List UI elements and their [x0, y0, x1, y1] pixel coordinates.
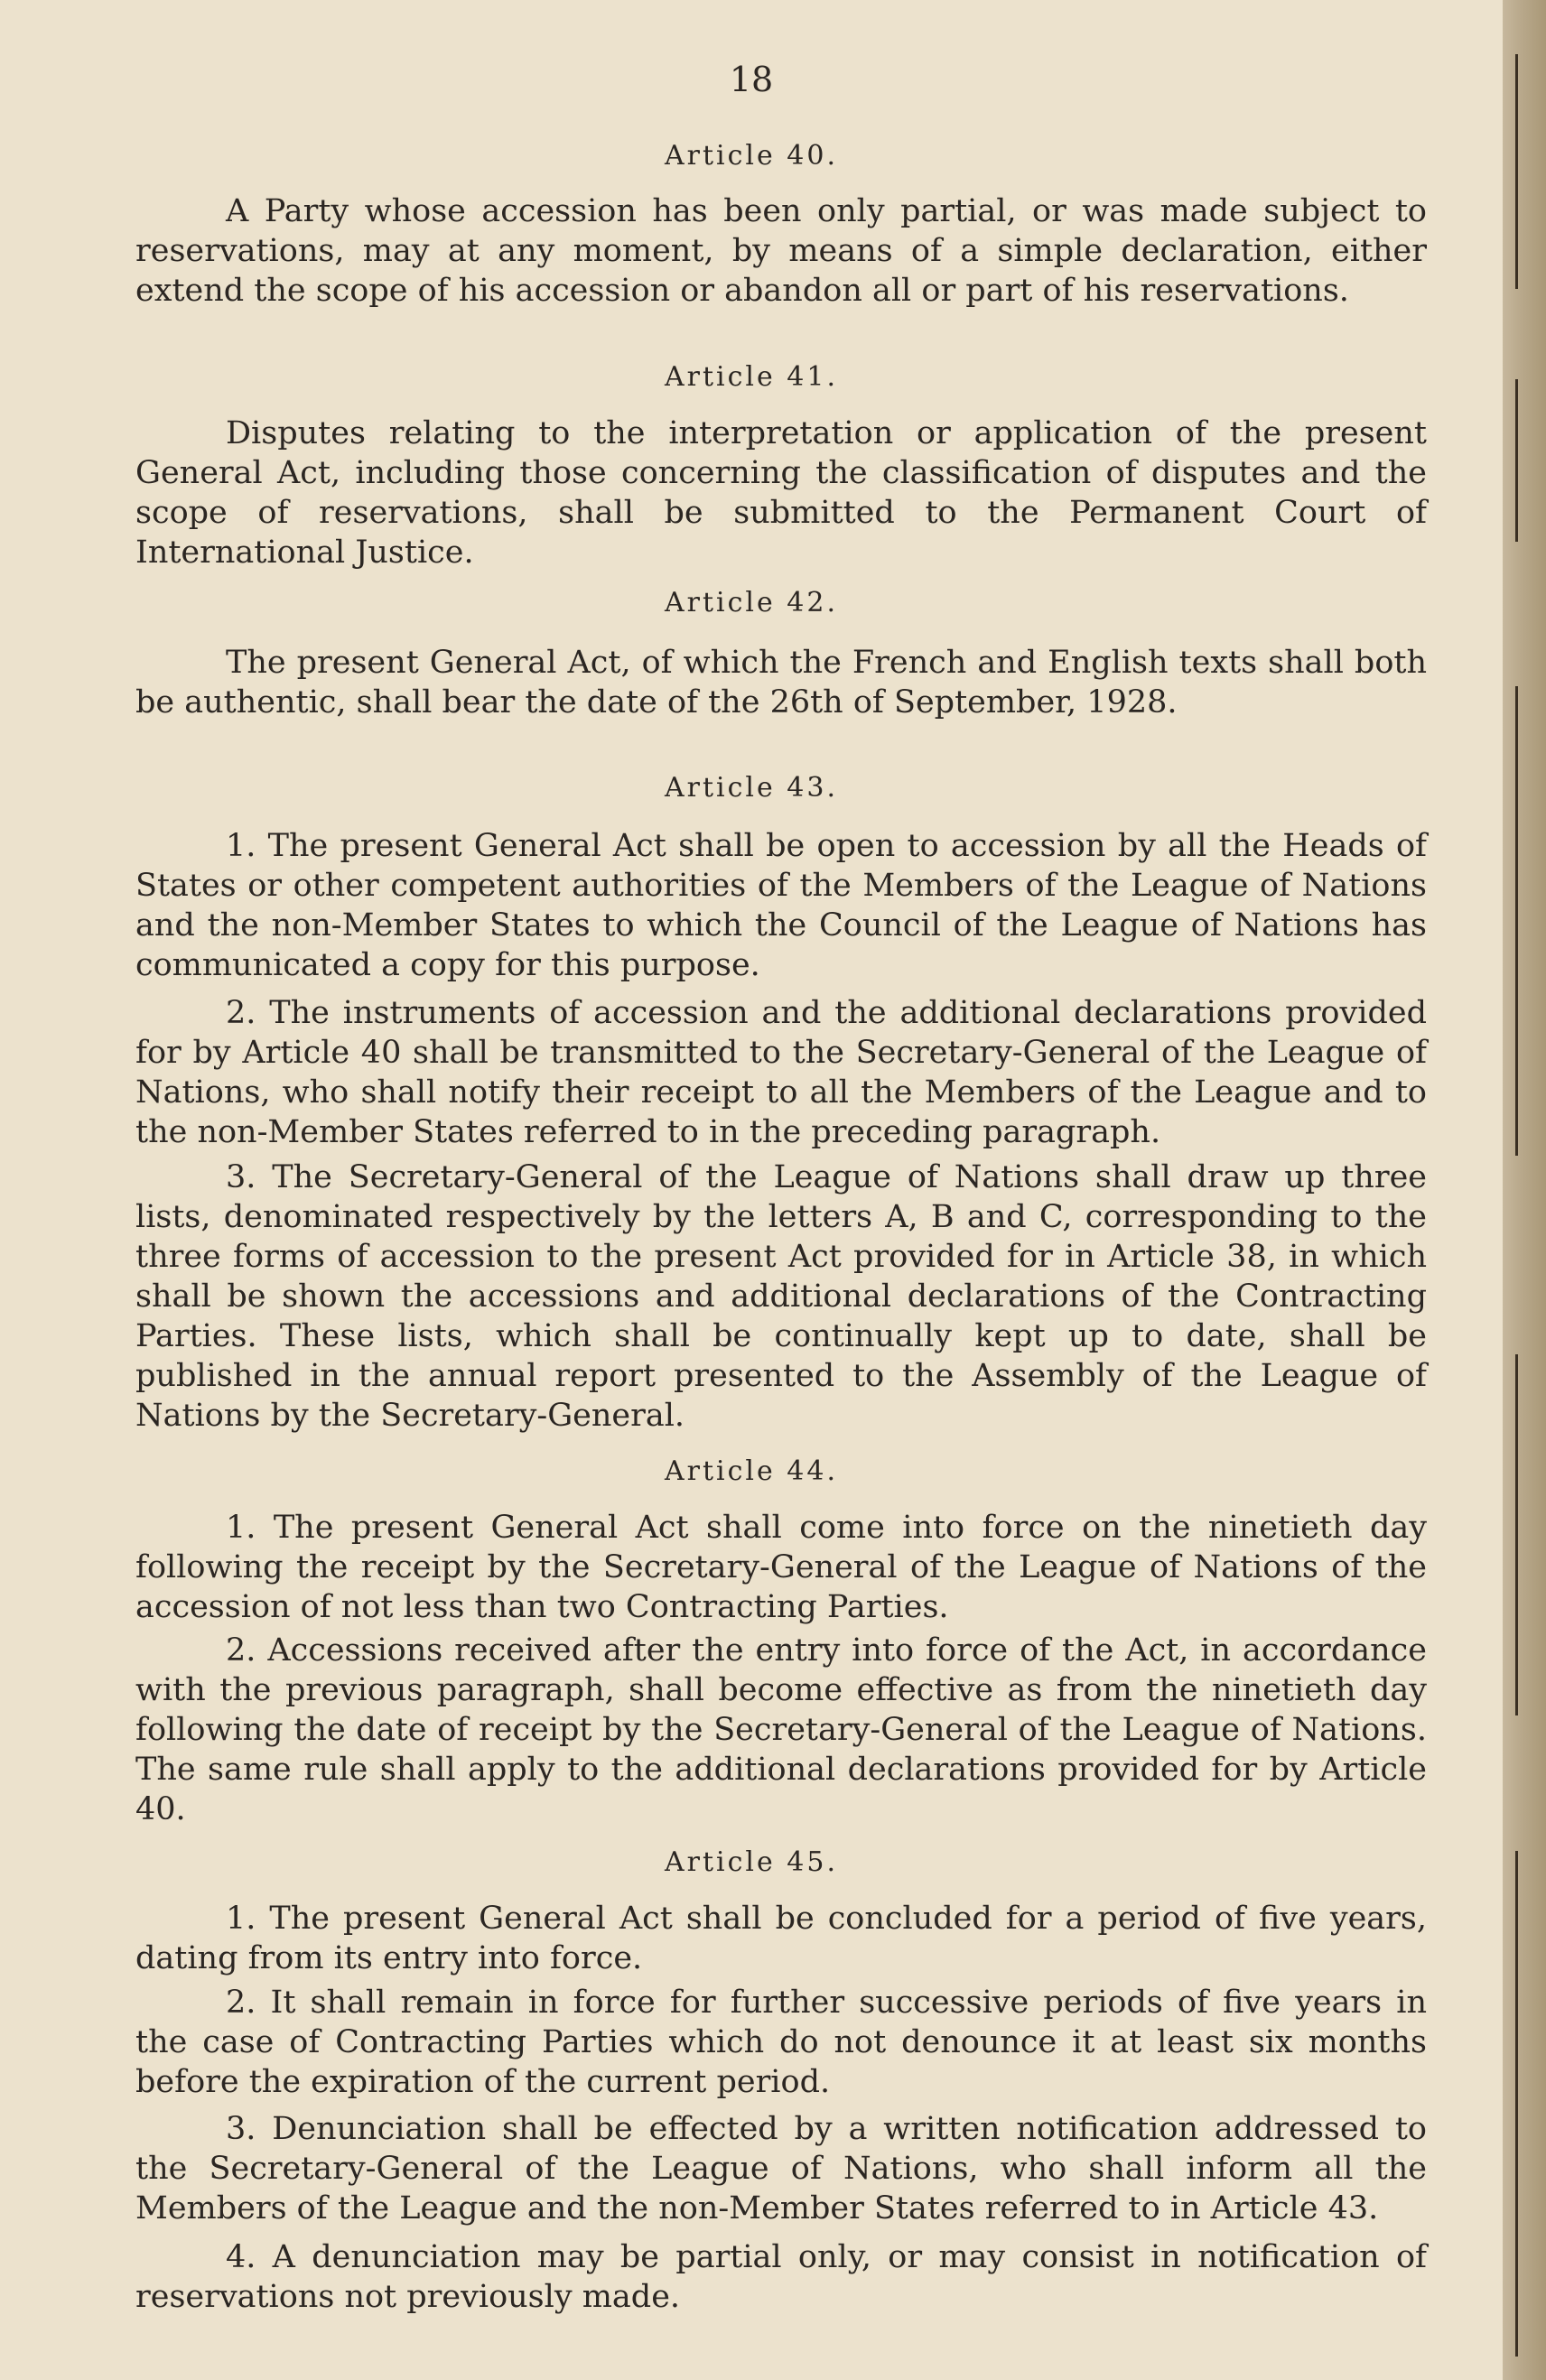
article-45-paragraph-2: 2. It shall remain in force for further successive periods of five years in the case of Contracting Parties which do not denounce it at least six months before the expiration of the current period. [135, 1985, 1427, 2100]
binding-rule [1515, 379, 1518, 542]
article-43-paragraph-3: 3. The Secretary-General of the League of Nations shall draw up three lists, denominated respectively by the letters A, B and C, corresponding to the three forms of accession to the present Act provided for in Article 38, in which shall be shown the accessions and additional declarations of the Contracting Parties. These lists, which shall be continually kept up to date, shall be published in the annual report presented to the Assembly of the League of Nations by the Secretary-General. [135, 1159, 1427, 1434]
article-40-paragraph: A Party whose accession has been only partial, or was made subject to reservations, may at any moment, by means of a simple declaration, either extend the scope of his accession or abandon all or part of his reservations. [135, 193, 1427, 309]
article-41-heading: Article 41. [664, 361, 839, 393]
page-number: 18 [729, 60, 774, 99]
article-43-paragraph-2: 2. The instruments of accession and the additional declarations provided for by Article 40 shall be transmitted to the Secretary-General of the League of Nations, who shall notify their receipt to all the Members of the League and to the non-Member States referred to in the preceding paragraph. [135, 995, 1427, 1150]
article-42-paragraph: The present General Act, of which the French and English texts shall both be authentic, shall bear the date of the 26th of September, 1928. [135, 645, 1427, 721]
binding-rule [1515, 1354, 1518, 1715]
binding-rule [1515, 54, 1518, 289]
binding-rule [1515, 686, 1518, 1156]
article-45-paragraph-1: 1. The present General Act shall be concluded for a period of five years, dating from its entry into force. [135, 1901, 1427, 1976]
article-41-paragraph: Disputes relating to the interpretation or application of the present General Act, including those concerning the classification of disputes and the scope of reservations, shall be submitted to the Permanent Court of International Justice. [135, 415, 1427, 571]
article-40-heading: Article 40. [664, 140, 839, 172]
binding-rule [1515, 1851, 1518, 2357]
article-44-paragraph-2: 2. Accessions received after the entry into force of the Act, in accordance with the previous paragraph, shall become effective as from the ninetieth day following the date of receipt by the Secretary-General of the League of Nations. The same rule shall apply to the additional declarations provided for by Article 40. [135, 1632, 1427, 1827]
page-edge [1503, 0, 1546, 2380]
article-43-paragraph-1: 1. The present General Act shall be open to accession by all the Heads of States or other competent authorities of the Members of the League of Nations and the non-Member States to which the Council of the League of Nations has communicated a copy for this purpose. [135, 828, 1427, 983]
article-43-heading: Article 43. [664, 772, 839, 804]
article-44-heading: Article 44. [664, 1455, 839, 1487]
article-45-heading: Article 45. [664, 1846, 839, 1878]
article-45-paragraph-4: 4. A denunciation may be partial only, or may consist in notification of reservations not previously made. [135, 2239, 1427, 2315]
article-45-paragraph-3: 3. Denunciation shall be effected by a written notification addressed to the Secretary-General of the League of Nations, who shall inform all the Members of the League and the non-Member States referred to in Article 43. [135, 2111, 1427, 2227]
article-42-heading: Article 42. [664, 587, 839, 618]
article-44-paragraph-1: 1. The present General Act shall come into force on the ninetieth day following the receipt by the Secretary-General of the League of Nations of the accession of not less than two Contracting Parties. [135, 1510, 1427, 1625]
